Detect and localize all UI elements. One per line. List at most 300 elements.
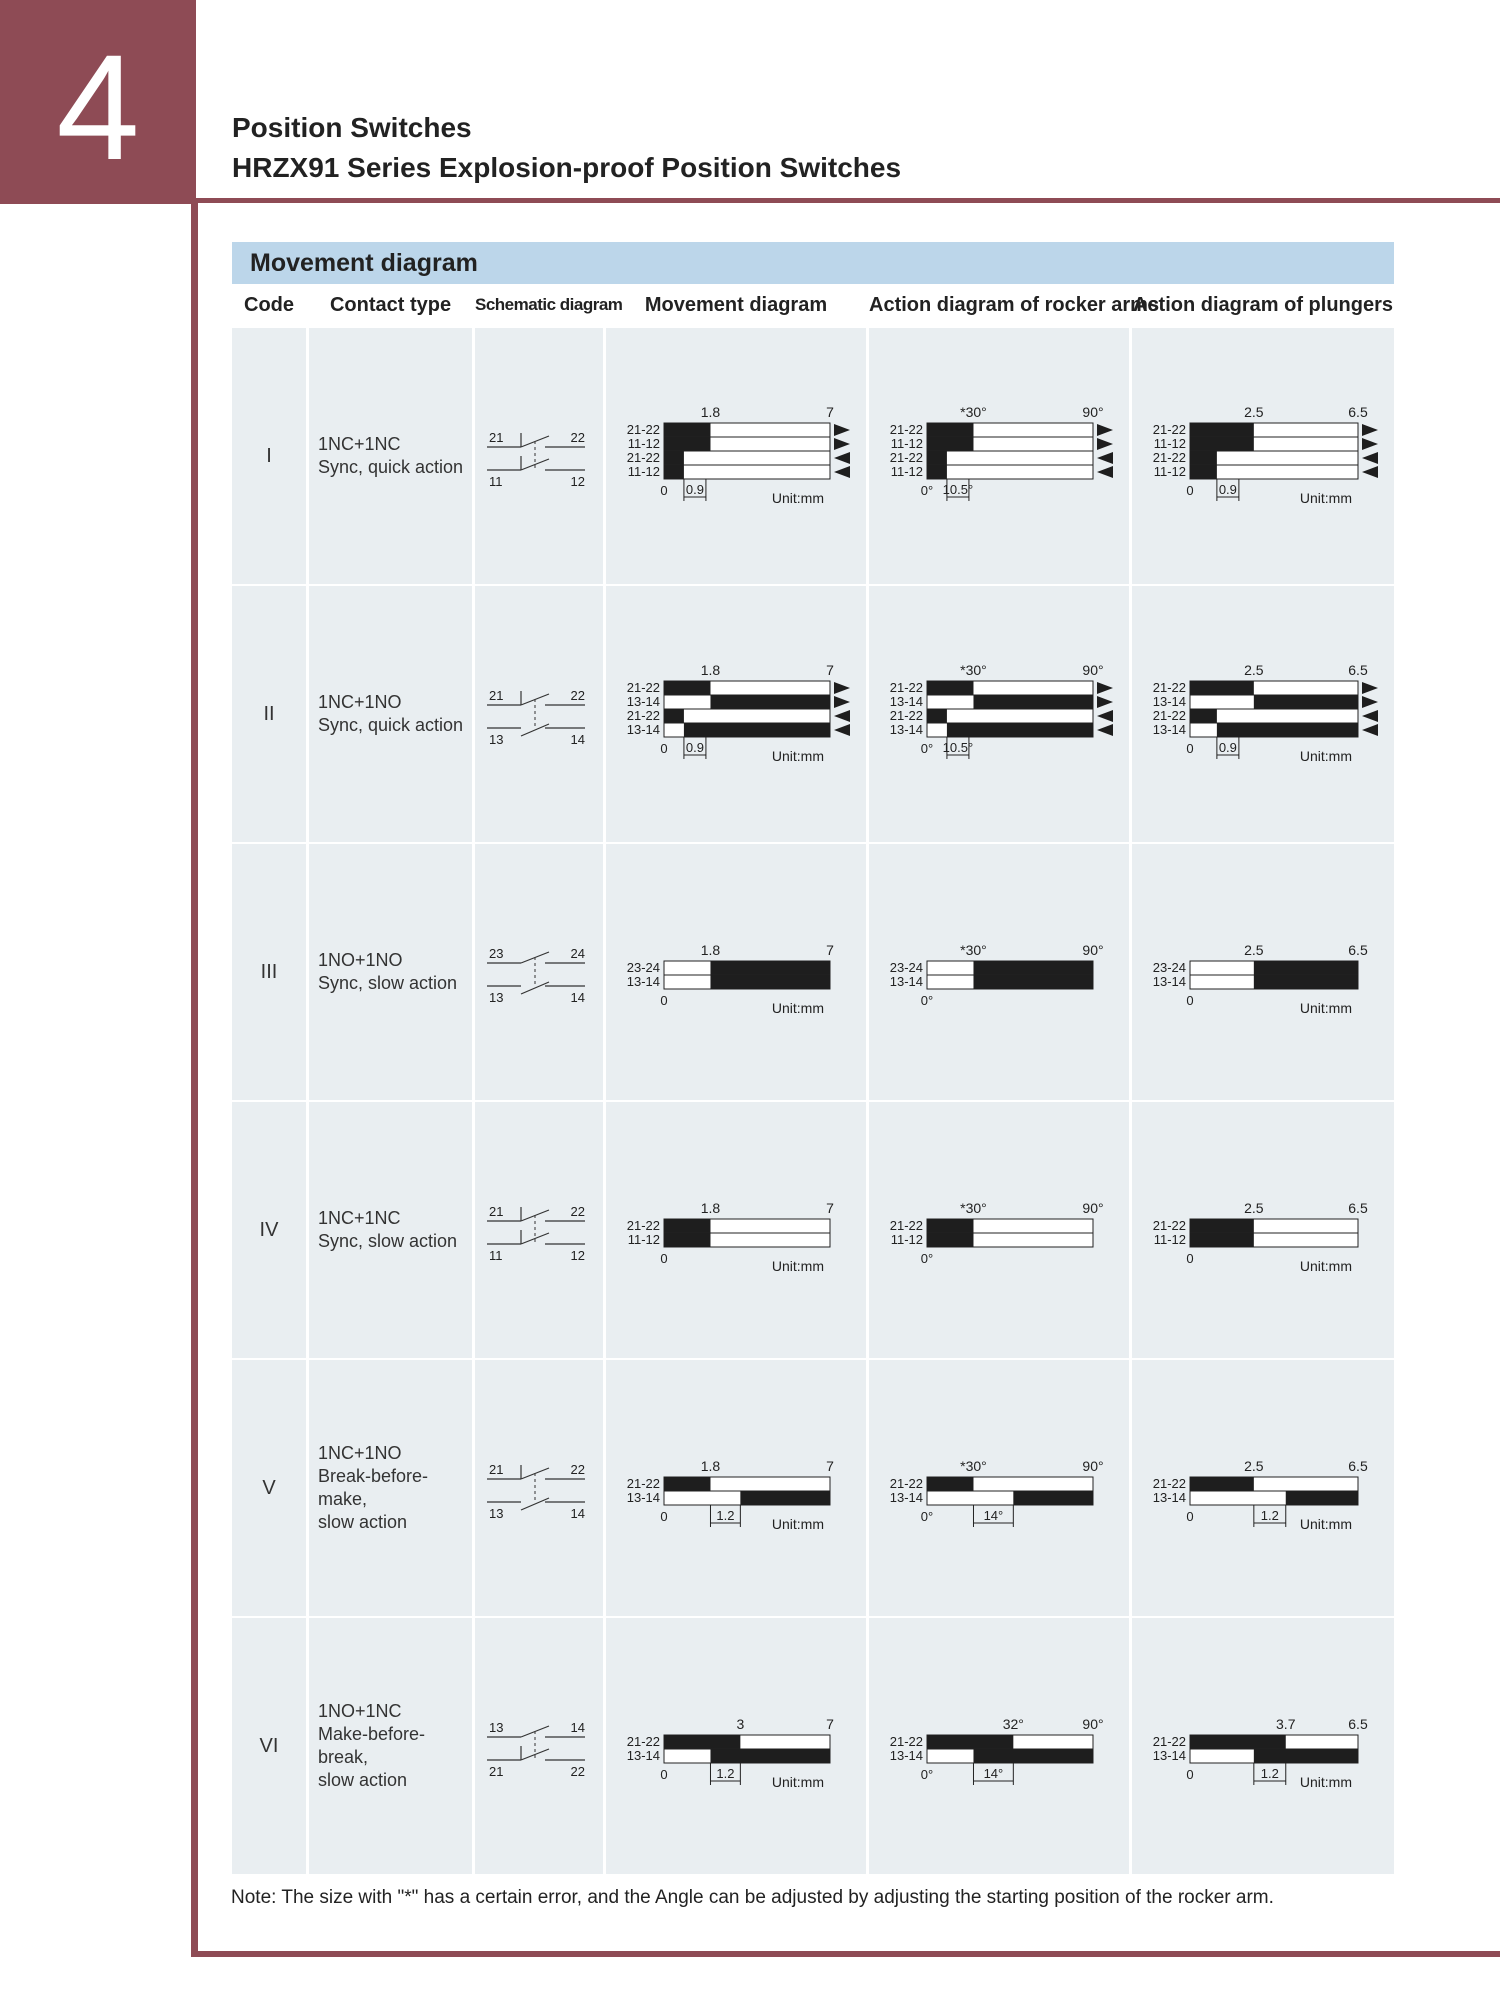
- zero-label: 0: [660, 1251, 668, 1266]
- terminal-label: 21: [489, 430, 504, 445]
- zero-label: 0: [660, 1509, 668, 1524]
- tick-label: 6.5: [1348, 942, 1368, 958]
- contact-type: [318, 1360, 470, 1616]
- contact-bar-fill: [927, 681, 973, 695]
- tick-label: 6.5: [1348, 1716, 1368, 1732]
- row-code: V: [262, 1476, 276, 1499]
- bar-label: 13-14: [1152, 1748, 1186, 1763]
- dimension-label: 14°: [983, 1766, 1004, 1781]
- dimension-label: 1.2: [716, 1508, 735, 1523]
- footnote: Note: The size with "*" has a certain error, and the Angle can be adjusted by adjusting the starting position of the rocker arm.: [231, 1887, 1274, 1908]
- action-diagram: [869, 844, 1129, 1100]
- contact-bar-fill: [664, 1735, 740, 1749]
- bar-label: 21-22: [889, 450, 923, 465]
- bar-label: 13-14: [626, 694, 660, 709]
- contact-bar-fill: [1254, 975, 1358, 989]
- zero-label: 0: [1186, 483, 1194, 498]
- tick-label: 90°: [1082, 942, 1104, 958]
- action-diagram: [606, 1102, 866, 1358]
- terminal-label: 21: [489, 1204, 504, 1219]
- contact-bar-fill: [1254, 1749, 1358, 1763]
- direction-arrow-icon: [1362, 696, 1378, 708]
- bar-label: 11-12: [627, 464, 660, 479]
- bar-label: 21-22: [626, 680, 660, 695]
- bar-label: 11-12: [890, 1232, 923, 1247]
- tick-label: 2.5: [1244, 1458, 1264, 1474]
- contact-type: [318, 1618, 470, 1874]
- contact-bar-fill: [973, 1749, 1093, 1763]
- table-row: [232, 1618, 1394, 1874]
- tick-label: 90°: [1082, 1200, 1104, 1216]
- contact-bar-fill: [927, 1735, 1013, 1749]
- dimension-label: 10.5°: [942, 740, 974, 755]
- zero-label: 0: [1186, 1767, 1194, 1782]
- contact-bar-fill: [664, 709, 684, 723]
- contact-bar-fill: [664, 1219, 710, 1233]
- terminal-label: 12: [570, 474, 585, 489]
- bar-label: 11-12: [627, 436, 660, 451]
- action-diagram: [606, 1360, 866, 1616]
- contact-bar-fill: [710, 975, 830, 989]
- bar-label: 13-14: [889, 1490, 923, 1505]
- tick-label: 1.8: [700, 404, 721, 420]
- contact-type-line: 1NO+1NC: [318, 1701, 402, 1721]
- terminal-label: 21: [489, 1462, 504, 1477]
- terminal-label: 14: [570, 990, 585, 1005]
- bar-label: 13-14: [626, 1490, 660, 1505]
- bar-label: 13-14: [1152, 722, 1186, 737]
- tick-label: 90°: [1082, 1716, 1104, 1732]
- terminal-label: 13: [489, 990, 504, 1005]
- bar-label: 21-22: [1152, 1476, 1186, 1491]
- bar-label: 21-22: [626, 422, 660, 437]
- zero-label: 0°: [920, 1767, 934, 1782]
- contact-type: [318, 1102, 470, 1358]
- direction-arrow-icon: [1097, 452, 1113, 464]
- action-diagram: [869, 1102, 1129, 1358]
- section-header-bar: [232, 242, 1394, 284]
- dimension-label: 0.9: [1218, 740, 1237, 755]
- contact-bar-fill: [927, 1233, 973, 1247]
- bar-label: 21-22: [626, 708, 660, 723]
- contact-bar-fill: [664, 1477, 710, 1491]
- contact-bar-fill: [927, 709, 947, 723]
- action-diagram: [606, 328, 866, 584]
- contact-type-line: 1NC+1NC: [318, 1208, 401, 1228]
- unit-label: Unit:mm: [771, 490, 824, 506]
- col-header-code: Code: [244, 294, 294, 316]
- contact-bar-fill: [927, 1219, 973, 1233]
- zero-label: 0°: [920, 483, 934, 498]
- bar-label: 13-14: [1152, 694, 1186, 709]
- contact-bar-outline: [664, 709, 830, 723]
- unit-label: Unit:mm: [771, 748, 824, 764]
- tick-label: *30°: [960, 404, 987, 420]
- contact-type-line: 1NO+1NO: [318, 950, 403, 970]
- contact-bar-fill: [973, 961, 1093, 975]
- tick-label: 1.8: [700, 1200, 721, 1216]
- contact-bar-fill: [947, 723, 1093, 737]
- schematic-diagram: [475, 586, 603, 842]
- bar-label: 11-12: [1153, 464, 1186, 479]
- zero-label: 0°: [920, 741, 934, 756]
- terminal-label: 23: [489, 946, 504, 961]
- contact-bar-fill: [973, 975, 1093, 989]
- unit-label: Unit:mm: [1299, 490, 1352, 506]
- schematic-diagram: [475, 844, 603, 1100]
- page-subtitle: HRZX91 Series Explosion-proof Position Switches: [232, 152, 902, 183]
- col-header-plunger: Action diagram of plungers: [1132, 294, 1394, 316]
- table-row: [232, 586, 1394, 842]
- contact-bar-fill: [1286, 1491, 1358, 1505]
- unit-label: Unit:mm: [1299, 748, 1352, 764]
- unit-label: Unit:mm: [771, 1258, 824, 1274]
- terminal-label: 14: [570, 1506, 585, 1521]
- footer-rule: [191, 1951, 1500, 1957]
- bar-label: 13-14: [889, 974, 923, 989]
- zero-label: 0: [660, 1767, 668, 1782]
- action-diagram: [1132, 1618, 1394, 1874]
- table-row: [232, 844, 1394, 1100]
- bar-label: 11-12: [890, 464, 923, 479]
- contact-bar-fill: [927, 423, 973, 437]
- contact-bar-fill: [1190, 465, 1217, 479]
- unit-label: Unit:mm: [1299, 1258, 1352, 1274]
- contact-type: [318, 586, 470, 842]
- direction-arrow-icon: [834, 696, 850, 708]
- bar-label: 13-14: [626, 1748, 660, 1763]
- bar-label: 13-14: [889, 1748, 923, 1763]
- terminal-label: 12: [570, 1248, 585, 1263]
- unit-label: Unit:mm: [771, 1516, 824, 1532]
- tick-label: 7: [826, 1458, 834, 1474]
- direction-arrow-icon: [1097, 424, 1113, 436]
- contact-type-line: 1NC+1NO: [318, 692, 402, 712]
- contact-bar-fill: [1254, 961, 1358, 975]
- tick-label: 3.7: [1276, 1716, 1296, 1732]
- contact-bar-fill: [973, 695, 1093, 709]
- contact-type-line: Make-before-break,: [318, 1724, 426, 1767]
- tick-label: *30°: [960, 1458, 987, 1474]
- bar-label: 21-22: [626, 450, 660, 465]
- direction-arrow-icon: [1097, 710, 1113, 722]
- bar-label: 21-22: [626, 1476, 660, 1491]
- contact-bar-fill: [664, 451, 684, 465]
- action-diagram: [1132, 586, 1394, 842]
- row-code: I: [266, 444, 272, 467]
- action-diagram: [869, 1360, 1129, 1616]
- tick-label: 7: [826, 662, 834, 678]
- chapter-number: 4: [56, 23, 140, 191]
- bar-label: 13-14: [1152, 974, 1186, 989]
- zero-label: 0: [1186, 1251, 1194, 1266]
- action-diagram: [1132, 328, 1394, 584]
- bar-label: 21-22: [1152, 708, 1186, 723]
- tick-label: 90°: [1082, 1458, 1104, 1474]
- tick-label: 1.8: [700, 662, 721, 678]
- terminal-label: 14: [570, 1720, 585, 1735]
- tick-label: 6.5: [1348, 1200, 1368, 1216]
- tick-label: 6.5: [1348, 662, 1368, 678]
- terminal-label: 24: [570, 946, 585, 961]
- terminal-label: 11: [489, 474, 503, 489]
- dimension-label: 1.2: [1260, 1766, 1279, 1781]
- bar-label: 11-12: [627, 1232, 660, 1247]
- bar-label: 23-24: [889, 960, 923, 975]
- col-header-schematic: Schematic diagram: [475, 295, 623, 314]
- direction-arrow-icon: [834, 710, 850, 722]
- bar-label: 21-22: [889, 680, 923, 695]
- left-margin-rule: [191, 198, 198, 1956]
- terminal-label: 22: [570, 430, 585, 445]
- contact-bar-fill: [710, 695, 830, 709]
- zero-label: 0: [1186, 1509, 1194, 1524]
- terminal-label: 13: [489, 1506, 504, 1521]
- direction-arrow-icon: [1097, 696, 1113, 708]
- tick-label: 7: [826, 1716, 834, 1732]
- bar-label: 13-14: [889, 722, 923, 737]
- contact-bar-fill: [927, 1477, 973, 1491]
- action-diagram: [606, 586, 866, 842]
- row-code: II: [263, 702, 275, 725]
- direction-arrow-icon: [1097, 724, 1113, 736]
- tick-label: 2.5: [1244, 662, 1264, 678]
- action-diagram: [1132, 1102, 1394, 1358]
- contact-type: [318, 844, 470, 1100]
- contact-bar-fill: [1254, 695, 1358, 709]
- tick-label: 2.5: [1244, 404, 1264, 420]
- tick-label: 6.5: [1348, 404, 1368, 420]
- bar-label: 21-22: [889, 708, 923, 723]
- direction-arrow-icon: [1362, 710, 1378, 722]
- contact-type: [318, 328, 470, 584]
- table-row: [232, 1102, 1394, 1358]
- contact-bar-fill: [1190, 1735, 1286, 1749]
- unit-label: Unit:mm: [1299, 1774, 1352, 1790]
- contact-type-line: Break-before-make,: [318, 1466, 429, 1509]
- contact-bar-outline: [664, 465, 830, 479]
- contact-bar-outline: [927, 451, 1093, 465]
- zero-label: 0°: [920, 1509, 934, 1524]
- contact-bar-fill: [1190, 437, 1254, 451]
- bar-label: 23-24: [626, 960, 660, 975]
- direction-arrow-icon: [1362, 466, 1378, 478]
- dimension-label: 1.2: [1260, 1508, 1279, 1523]
- direction-arrow-icon: [834, 724, 850, 736]
- bar-label: 11-12: [1153, 436, 1186, 451]
- direction-arrow-icon: [1362, 452, 1378, 464]
- action-diagram: [869, 1618, 1129, 1874]
- tick-label: 2.5: [1244, 1200, 1264, 1216]
- contact-bar-outline: [927, 465, 1093, 479]
- direction-arrow-icon: [1362, 438, 1378, 450]
- bar-label: 13-14: [1152, 1490, 1186, 1505]
- tick-label: *30°: [960, 942, 987, 958]
- contact-bar-fill: [1190, 709, 1217, 723]
- terminal-label: 22: [570, 1204, 585, 1219]
- contact-bar-fill: [664, 423, 710, 437]
- action-diagram: [1132, 844, 1394, 1100]
- dimension-label: 1.2: [716, 1766, 735, 1781]
- contact-bar-fill: [1190, 1477, 1254, 1491]
- unit-label: Unit:mm: [1299, 1516, 1352, 1532]
- schematic-diagram: [475, 1360, 603, 1616]
- contact-bar-fill: [1190, 423, 1254, 437]
- contact-bar-fill: [710, 1749, 830, 1763]
- contact-bar-fill: [1190, 451, 1217, 465]
- bar-label: 21-22: [889, 1476, 923, 1491]
- bar-label: 21-22: [889, 1734, 923, 1749]
- zero-label: 0°: [920, 993, 934, 1008]
- bar-label: 21-22: [889, 1218, 923, 1233]
- schematic-diagram: [475, 1102, 603, 1358]
- direction-arrow-icon: [1362, 682, 1378, 694]
- tick-label: *30°: [960, 1200, 987, 1216]
- dimension-label: 0.9: [685, 482, 704, 497]
- direction-arrow-icon: [834, 424, 850, 436]
- bar-label: 21-22: [1152, 450, 1186, 465]
- row-code: VI: [259, 1734, 279, 1757]
- terminal-label: 21: [489, 688, 504, 703]
- terminal-label: 22: [570, 1764, 585, 1779]
- contact-bar-fill: [710, 961, 830, 975]
- dimension-label: 0.9: [1218, 482, 1237, 497]
- row-code: III: [260, 960, 278, 983]
- terminal-label: 13: [489, 1720, 504, 1735]
- section-title: Movement diagram: [250, 249, 478, 277]
- contact-type-line: Sync, slow action: [318, 973, 458, 993]
- col-header-movement: Movement diagram: [644, 294, 828, 316]
- col-header-rocker: Action diagram of rocker arms: [869, 294, 1160, 316]
- tick-label: 1.8: [700, 1458, 721, 1474]
- contact-bar-fill: [1190, 1219, 1254, 1233]
- col-header-contact-type: Contact type: [329, 294, 452, 316]
- zero-label: 0°: [920, 1251, 934, 1266]
- contact-type-line: Sync, quick action: [318, 715, 464, 735]
- zero-label: 0: [660, 741, 668, 756]
- terminal-label: 11: [489, 1248, 503, 1263]
- tick-label: 32°: [1002, 1716, 1024, 1732]
- row-code: IV: [259, 1218, 279, 1241]
- bar-label: 11-12: [890, 436, 923, 451]
- chapter-tab: [0, 0, 196, 204]
- contact-bar-fill: [664, 437, 710, 451]
- bar-label: 21-22: [1152, 680, 1186, 695]
- direction-arrow-icon: [1097, 466, 1113, 478]
- direction-arrow-icon: [834, 438, 850, 450]
- terminal-label: 14: [570, 732, 585, 747]
- bar-label: 13-14: [626, 974, 660, 989]
- action-diagram: [869, 586, 1129, 842]
- dimension-label: 10.5°: [942, 482, 974, 497]
- direction-arrow-icon: [834, 682, 850, 694]
- bar-label: 21-22: [1152, 422, 1186, 437]
- action-diagram: [606, 844, 866, 1100]
- contact-bar-fill: [1190, 1233, 1254, 1247]
- schematic-diagram: [475, 328, 603, 584]
- dimension-label: 0.9: [685, 740, 704, 755]
- page-title: Position Switches: [232, 112, 472, 143]
- direction-arrow-icon: [834, 466, 850, 478]
- direction-arrow-icon: [1362, 424, 1378, 436]
- direction-arrow-icon: [1097, 682, 1113, 694]
- tick-label: 90°: [1082, 404, 1104, 420]
- bar-label: 21-22: [1152, 1218, 1186, 1233]
- tick-label: 2.5: [1244, 942, 1264, 958]
- bar-label: 13-14: [626, 722, 660, 737]
- tick-label: 3: [736, 1716, 745, 1732]
- contact-type-line: 1NC+1NC: [318, 434, 401, 454]
- zero-label: 0: [1186, 741, 1194, 756]
- tick-label: 7: [826, 1200, 834, 1216]
- dimension-label: 14°: [983, 1508, 1004, 1523]
- contact-bar-fill: [927, 465, 947, 479]
- contact-bar-fill: [664, 1233, 710, 1247]
- contact-type-line: 1NC+1NO: [318, 1443, 402, 1463]
- direction-arrow-icon: [1362, 724, 1378, 736]
- tick-label: 90°: [1082, 662, 1104, 678]
- tick-label: *30°: [960, 662, 987, 678]
- tick-label: 7: [826, 942, 834, 958]
- terminal-label: 22: [570, 688, 585, 703]
- unit-label: Unit:mm: [771, 1774, 824, 1790]
- tick-label: 6.5: [1348, 1458, 1368, 1474]
- bar-label: 21-22: [626, 1734, 660, 1749]
- unit-label: Unit:mm: [1299, 1000, 1352, 1016]
- contact-type-line: slow action: [318, 1770, 408, 1790]
- schematic-diagram: [475, 1618, 603, 1874]
- contact-bar-fill: [1217, 723, 1358, 737]
- contact-bar-outline: [664, 451, 830, 465]
- contact-bar-outline: [927, 709, 1093, 723]
- contact-bar-fill: [927, 437, 973, 451]
- bar-label: 21-22: [889, 422, 923, 437]
- table-row: [232, 1360, 1394, 1616]
- action-diagram: [869, 328, 1129, 584]
- zero-label: 0: [660, 993, 668, 1008]
- unit-label: Unit:mm: [771, 1000, 824, 1016]
- tick-label: 1.8: [700, 942, 721, 958]
- contact-bar-fill: [664, 465, 684, 479]
- contact-bar-fill: [927, 451, 947, 465]
- action-diagram: [606, 1618, 866, 1874]
- bar-label: 21-22: [1152, 1734, 1186, 1749]
- zero-label: 0: [1186, 993, 1194, 1008]
- direction-arrow-icon: [834, 452, 850, 464]
- zero-label: 0: [660, 483, 668, 498]
- bar-label: 23-24: [1152, 960, 1186, 975]
- tick-label: 7: [826, 404, 834, 420]
- contact-bar-fill: [1190, 681, 1254, 695]
- direction-arrow-icon: [1097, 438, 1113, 450]
- contact-type-line: Sync, slow action: [318, 1231, 458, 1251]
- action-diagram: [1132, 1360, 1394, 1616]
- contact-type-line: Sync, quick action: [318, 457, 464, 477]
- bar-label: 11-12: [1153, 1232, 1186, 1247]
- contact-bar-fill: [740, 1491, 830, 1505]
- terminal-label: 13: [489, 732, 504, 747]
- contact-bar-fill: [664, 681, 710, 695]
- terminal-label: 21: [489, 1764, 504, 1779]
- bar-label: 21-22: [626, 1218, 660, 1233]
- header-rule: [196, 198, 1500, 203]
- table-row: [232, 328, 1394, 584]
- terminal-label: 22: [570, 1462, 585, 1477]
- bar-label: 13-14: [889, 694, 923, 709]
- contact-bar-fill: [684, 723, 830, 737]
- contact-type-line: slow action: [318, 1512, 408, 1532]
- contact-bar-fill: [1013, 1491, 1093, 1505]
